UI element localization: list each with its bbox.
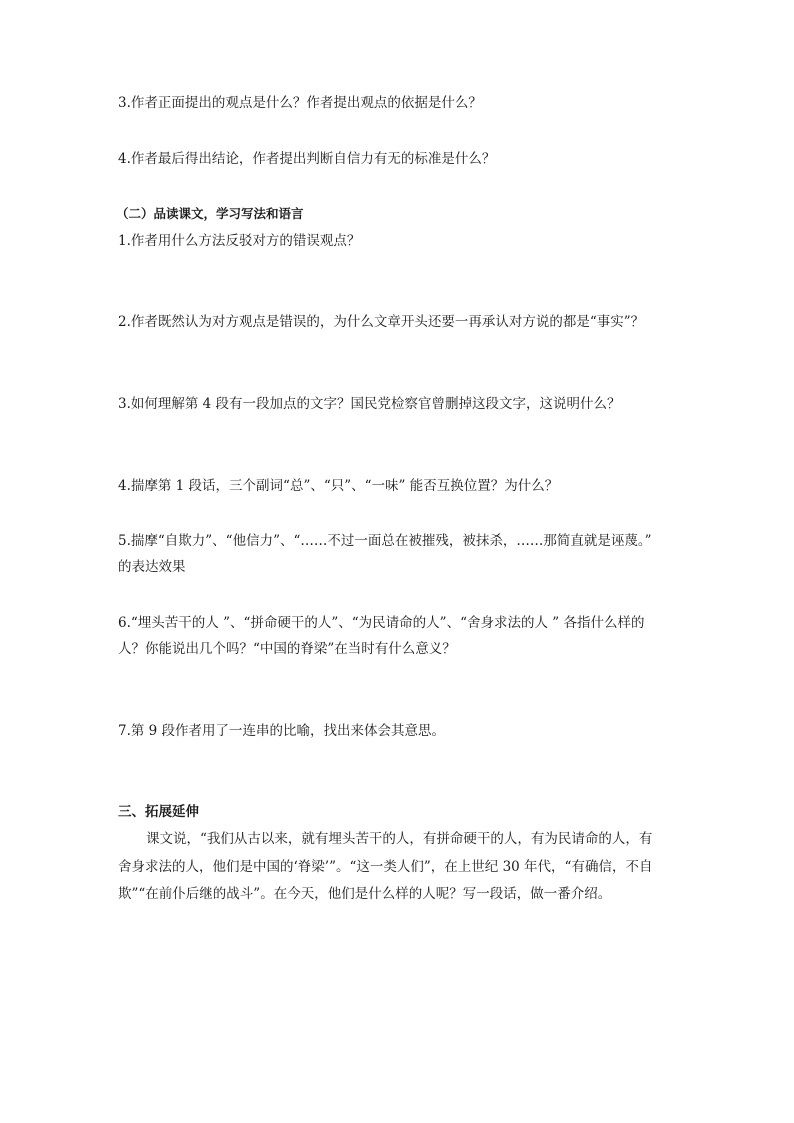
question-2-1: 1.作者用什么方法反驳对方的错误观点？	[118, 233, 361, 249]
question-2-6-line-2: 人？你能说出几个吗？“中国的脊梁”在当时有什么意义？	[118, 641, 456, 657]
question-2-4: 4.揣摩第 1 段话，三个副词“总”、“只”、“一味” 能否互换位置？为什么？	[118, 478, 559, 494]
question-2-6-line-1: 6.“埋头苦干的人 ”、“拼命硬干的人”、“为民请命的人”、“舍身求法的人 ” 各指什么样的	[118, 615, 645, 631]
question-2-7: 7.第 9 段作者用了一连串的比喻，找出来体会其意思。	[118, 723, 446, 739]
question-1-3: 3.作者正面提出的观点是什么？作者提出观点的依据是什么？	[118, 95, 482, 111]
question-2-5-line-1: 5.揣摩“自欺力”、“他信力”、“……不过一面总在被摧残，被抹杀，……那简直就是诬蔑。”	[118, 533, 652, 549]
question-2-2: 2.作者既然认为对方观点是错误的，为什么文章开头还要一再承认对方说的都是“事实”？	[118, 314, 645, 330]
question-1-4: 4.作者最后得出结论，作者提出判断自信力有无的标准是什么？	[118, 151, 496, 167]
question-2-3: 3.如何理解第 4 段有一段加点的文字？国民党检察官曾删掉这段文字，这说明什么？	[118, 396, 621, 412]
section-2-heading: （二）品读课文，学习写法和语言	[116, 206, 304, 221]
extension-paragraph-line-3: 欺”“在前仆后继的战斗”。在今天，他们是什么样的人呢？写一段话，做一番介绍。	[118, 886, 612, 902]
question-2-5-line-2: 的表达效果	[118, 559, 186, 575]
extension-paragraph-line-1: 课文说，“我们从古以来，就有埋头苦干的人，有拼命硬干的人，有为民请命的人，有	[146, 831, 653, 847]
section-3-heading: 三、拓展延伸	[118, 804, 199, 820]
extension-paragraph-line-2: 舍身求法的人，他们是中国的‘脊梁’”。“这一类人们”，在上世纪 30 年代，“有确信，不自	[118, 859, 653, 875]
